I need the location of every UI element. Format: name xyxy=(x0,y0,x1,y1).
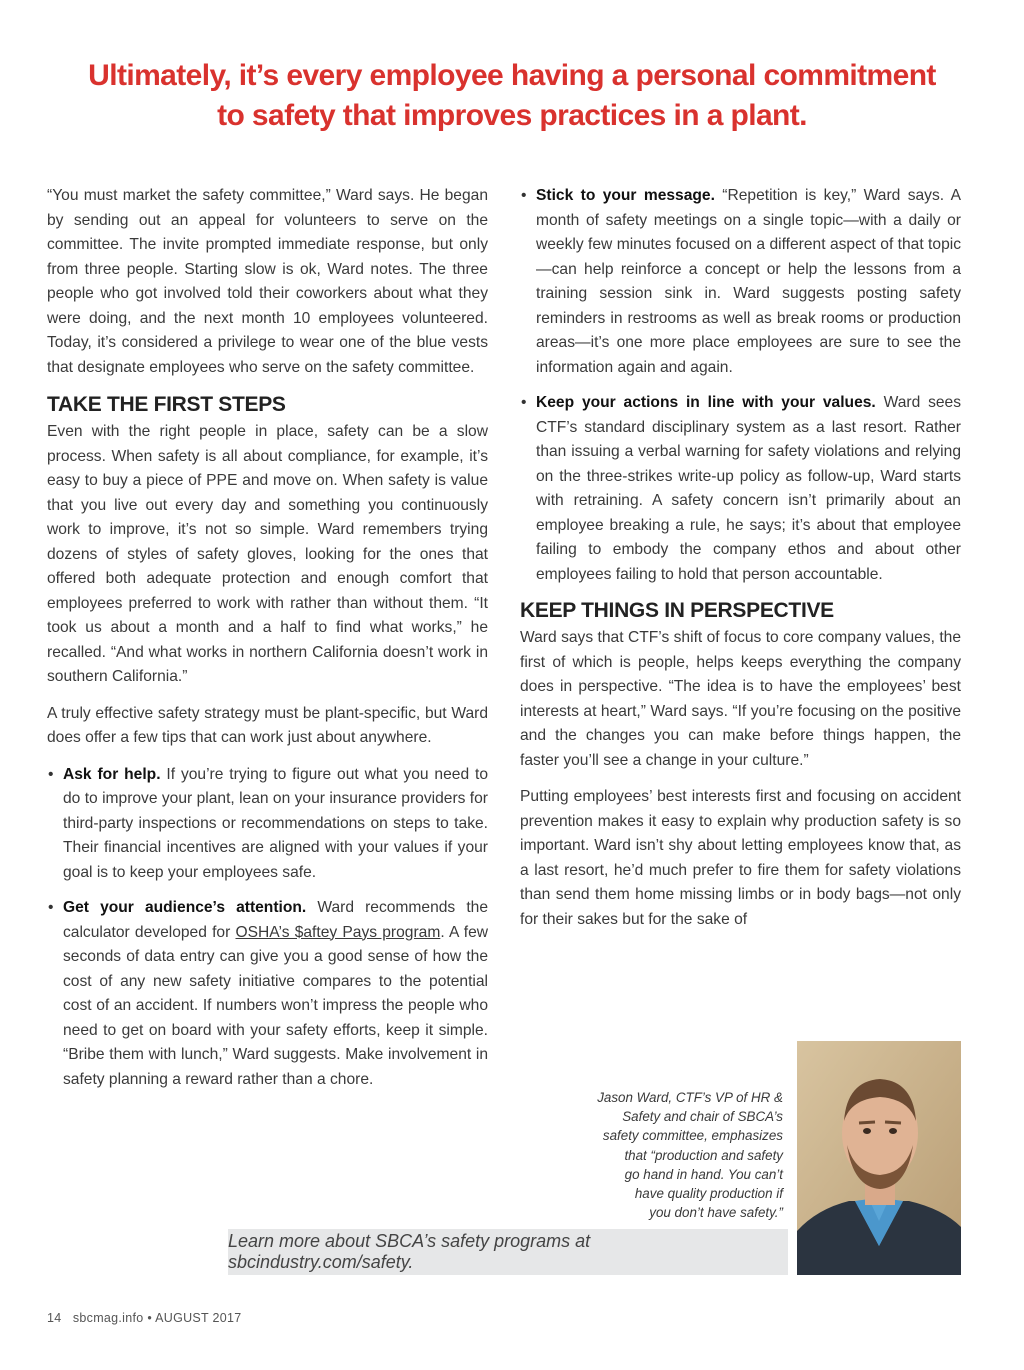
tip-lead: Keep your actions in line with your values. xyxy=(536,394,876,411)
portrait-photo xyxy=(797,1041,961,1275)
section-heading-first-steps: TAKE THE FIRST STEPS xyxy=(47,393,286,416)
tip-text: “Repetition is key,” Ward says. A month of safety meetings on a single topic—with a daily or weekly few minutes focused on a different aspect of that topic—can help reinforce a concept or help the lessons from a training session sink in. Ward suggests posting safety reminders in restrooms as well as break rooms or production areas—it’s one more place employees are sure to see the information again and again. xyxy=(536,187,961,376)
tip-text: Ward recommends the calculator developed for xyxy=(63,899,488,941)
pull-quote xyxy=(40,56,984,136)
caption-line: you don’t have safety.” xyxy=(649,1205,783,1221)
section-heading-perspective: KEEP THINGS IN PERSPECTIVE xyxy=(520,599,834,622)
caption-line: Jason Ward, CTF’s VP of HR & xyxy=(597,1090,783,1105)
caption-line: that “production and safety xyxy=(624,1147,783,1163)
caption-line: safety committee, emphasizes xyxy=(602,1128,783,1144)
pull-quote-line-1: Ultimately, it’s every employee having a personal commitment xyxy=(88,59,936,92)
caption-line: go hand in hand. You can’t xyxy=(624,1166,783,1182)
list-item xyxy=(520,391,961,587)
caption-line: Safety and chair of SBCA’s xyxy=(622,1109,783,1125)
left-column xyxy=(47,184,488,1103)
footer-separator: • xyxy=(147,1311,153,1325)
tips-list-left xyxy=(47,763,488,1093)
list-item xyxy=(47,896,488,1092)
intro-paragraph: “You must market the safety committee,” Ward says. He began by sending out an appeal for volunteers to serve on the committee. The invite prompted immediate response, but only from three people. Starting slow is ok, Ward notes. The three people who got involved told their coworkers about what they were doing, and the next month 10 employees volunteered. Today, it’s considered a privilege to wear one of the blue vests that designate employees who serve on the safety committee. xyxy=(47,187,488,376)
tip-text: . A few seconds of data entry can give you a good sense of how the cost of any new safety initiative compares to the potential cost of an accident. If numbers won’t impress the people who need to get on board with your safety efforts, keep it simple. “Bribe them with lunch,” Ward suggests. Make involvement in safety planning a reward rather than a chore. xyxy=(63,923,488,1088)
pull-quote-line-2: to safety that improves practices in a plant. xyxy=(217,99,807,132)
osha-safety-pays-link[interactable]: OSHA’s $aftey Pays program xyxy=(235,923,441,941)
tip-lead: Get your audience’s attention. xyxy=(63,899,307,916)
portrait-illustration xyxy=(797,1041,961,1275)
closing-paragraph: Putting employees’ best interests first and focusing on accident prevention makes it easy to explain why production safety is so important. Ward isn’t shy about letting employees know that, as a last resort, he’d much prefer to fire them for safety violations than send them home missing limbs or in body bags—not only for their sakes but for the sake of xyxy=(520,788,961,928)
photo-caption xyxy=(580,1088,783,1222)
learn-more-banner xyxy=(228,1229,788,1275)
list-item xyxy=(47,763,488,886)
tips-list-right xyxy=(520,184,961,587)
footer-issue: AUGUST 2017 xyxy=(155,1311,242,1325)
tips-intro-paragraph: A truly effective safety strategy must be plant-specific, but Ward does offer a few tips that can work just about anywhere. xyxy=(47,704,488,746)
banner-text: Learn more about SBCA’s safety programs at sbcindustry.com/safety. xyxy=(228,1231,591,1272)
page-number: 14 xyxy=(47,1311,62,1325)
list-item xyxy=(520,184,961,380)
tip-text: If you’re trying to figure out what you need to do to improve your plant, lean on your insurance providers for third-party inspections or recommendations on steps to take. Their financial incentives are aligned with your values if your goal is to keep your employees safe. xyxy=(63,765,488,881)
first-steps-paragraph: Even with the right people in place, safety can be a slow process. When safety is all about compliance, for example, it’s easy to buy a piece of PPE and move on. When safety is value that you live out every day and something you continuously work to improve, it’s not so simple. Ward remembers trying dozens of styles of safety gloves, looking for the ones that offered both adequate protection and enough comfort that employees preferred to work with rather than without them. “It took us about a month and a half to find what works,” he recalled. “And what works in northern California doesn’t work in southern California.” xyxy=(47,423,488,685)
page-footer xyxy=(47,1311,242,1325)
tip-lead: Stick to your message. xyxy=(536,187,715,204)
caption-line: have quality production if xyxy=(634,1186,783,1202)
perspective-paragraph: Ward says that CTF’s shift of focus to core company values, the first of which is people, helps keeps everything the company does in perspective. “The idea is to have the employees’ best interests at heart,” Ward says. “If you’re focusing on the positive and the changes you can make before things happen, the faster you’ll see a change in your culture.” xyxy=(520,629,961,769)
footer-site: sbcmag.info xyxy=(72,1311,144,1325)
right-column xyxy=(520,184,961,944)
tip-text: Ward sees CTF’s standard disciplinary system as a last resort. Rather than issuing a verbal warning for safety violations and relying on the three-strikes write-up policy as follow-up, Ward starts with retraining. A safety concern isn’t primarily about an employee breaking a rule, he says; it’s about that employee failing to embody the company ethos and about other employees failing to hold that person accountable. xyxy=(536,394,962,583)
tip-lead: Ask for help. xyxy=(63,765,161,783)
